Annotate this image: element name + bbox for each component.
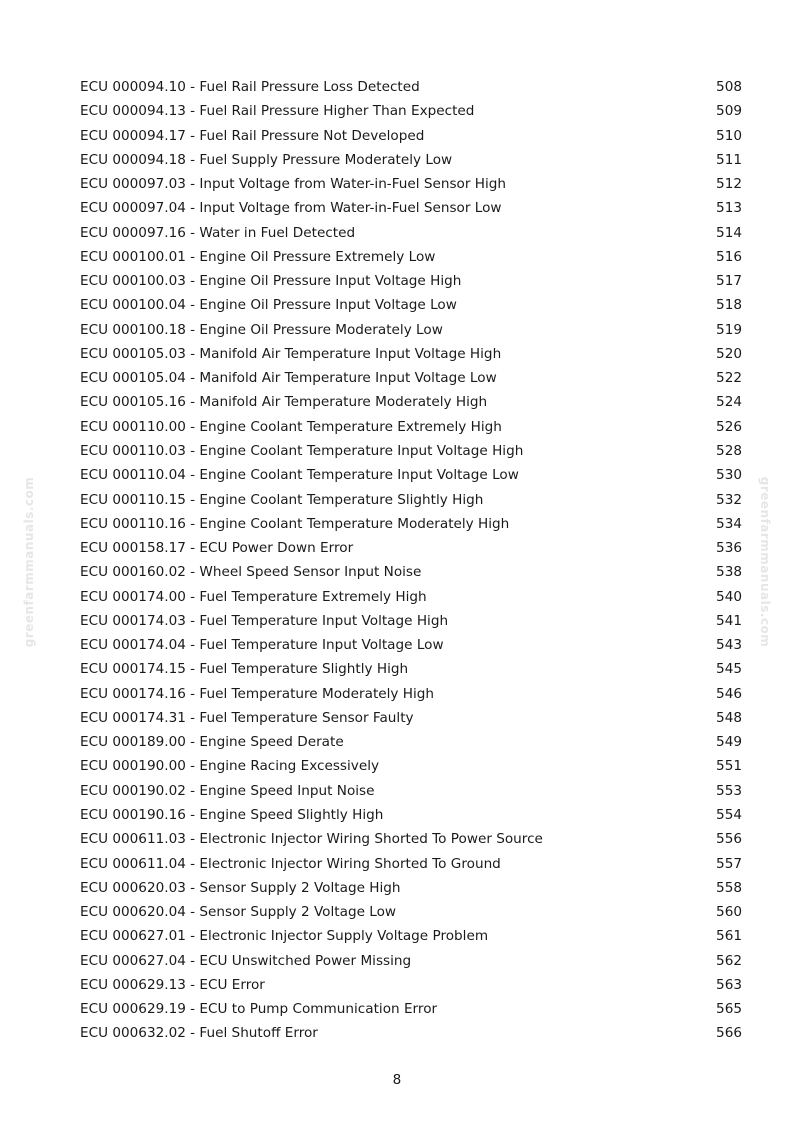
toc-entry[interactable] <box>80 657 742 681</box>
toc-entry[interactable] <box>80 172 742 196</box>
toc-entry-page: 543 <box>716 637 742 654</box>
toc-entry-title: ECU 000097.03 - Input Voltage from Water-in-Fuel Sensor High <box>80 176 507 193</box>
toc-entry-page: 538 <box>716 564 742 581</box>
toc-entry[interactable] <box>80 488 742 512</box>
toc-entry[interactable] <box>80 148 742 172</box>
toc-entry-title: ECU 000632.02 - Fuel Shutoff Error <box>80 1025 318 1042</box>
toc-entry[interactable] <box>80 924 742 948</box>
toc-entry-title: ECU 000110.15 - Engine Coolant Temperature Slightly High <box>80 491 484 508</box>
toc-entry-title: ECU 000629.19 - ECU to Pump Communication Error <box>80 1001 438 1018</box>
toc-entry-page: 517 <box>716 273 742 290</box>
toc-entry-page: 516 <box>716 248 742 265</box>
toc-entry-title: ECU 000627.04 - ECU Unswitched Power Missing <box>80 952 412 969</box>
toc-entry[interactable] <box>80 706 742 730</box>
toc-entry-page: 519 <box>716 321 742 338</box>
toc-entry-page: 508 <box>716 79 742 95</box>
toc-entry[interactable] <box>80 512 742 536</box>
toc-entry[interactable] <box>80 803 742 827</box>
toc-entry-page: 553 <box>716 782 742 799</box>
toc-entry[interactable] <box>80 560 742 584</box>
toc-entry-page: 551 <box>716 758 742 775</box>
toc-entry-title: ECU 000110.03 - Engine Coolant Temperature Input Voltage High <box>80 442 524 459</box>
toc-entry[interactable] <box>80 318 742 342</box>
toc-entry[interactable] <box>80 342 742 366</box>
toc-entry[interactable] <box>80 124 742 148</box>
toc-entry-page: 536 <box>716 540 742 557</box>
toc-entry-page: 540 <box>716 588 742 605</box>
toc-entry[interactable] <box>80 852 742 876</box>
toc-entry[interactable] <box>80 997 742 1021</box>
table-of-contents <box>80 75 742 1046</box>
toc-entry-page: 545 <box>716 661 742 678</box>
toc-entry-title: ECU 000611.04 - Electronic Injector Wiring Shorted To Ground <box>80 855 501 872</box>
toc-entry-title: ECU 000174.15 - Fuel Temperature Slightly High <box>80 661 409 678</box>
toc-entry[interactable] <box>80 463 742 487</box>
toc-entry[interactable] <box>80 609 742 633</box>
toc-entry-title: ECU 000105.03 - Manifold Air Temperature Input Voltage High <box>80 345 502 362</box>
toc-entry-title: ECU 000100.04 - Engine Oil Pressure Input Voltage Low <box>80 297 457 314</box>
toc-entry-page: 549 <box>716 734 742 751</box>
toc-entry[interactable] <box>80 536 742 560</box>
toc-entry-page: 530 <box>716 467 742 484</box>
toc-entry-page: 522 <box>716 370 742 387</box>
toc-entry-title: ECU 000189.00 - Engine Speed Derate <box>80 734 344 751</box>
toc-entry-title: ECU 000629.13 - ECU Error <box>80 976 265 993</box>
toc-entry-title: ECU 000105.04 - Manifold Air Temperature Input Voltage Low <box>80 370 497 387</box>
toc-entry-page: 513 <box>716 200 742 217</box>
watermark-left: greenfarmmanuals.com <box>22 476 36 648</box>
toc-entry[interactable] <box>80 949 742 973</box>
toc-entry-page: 566 <box>716 1025 742 1042</box>
toc-entry[interactable] <box>80 1021 742 1045</box>
toc-entry[interactable] <box>80 585 742 609</box>
toc-entry-title: ECU 000174.16 - Fuel Temperature Moderately High <box>80 685 435 702</box>
toc-entry-page: 563 <box>716 976 742 993</box>
toc-entry-page: 520 <box>716 345 742 362</box>
toc-entry-title: ECU 000174.00 - Fuel Temperature Extremely High <box>80 588 427 605</box>
toc-entry-title: ECU 000110.04 - Engine Coolant Temperature Input Voltage Low <box>80 467 519 484</box>
toc-entry-title: ECU 000105.16 - Manifold Air Temperature Moderately High <box>80 394 488 411</box>
toc-entry-title: ECU 000174.04 - Fuel Temperature Input Voltage Low <box>80 637 444 654</box>
toc-entry-title: ECU 000190.02 - Engine Speed Input Noise <box>80 782 375 799</box>
toc-entry[interactable] <box>80 900 742 924</box>
toc-entry-page: 510 <box>716 127 742 144</box>
toc-entry-title: ECU 000174.31 - Fuel Temperature Sensor Faulty <box>80 709 414 726</box>
toc-entry-page: 518 <box>716 297 742 314</box>
toc-entry-title: ECU 000097.16 - Water in Fuel Detected <box>80 224 356 241</box>
toc-entry-page: 534 <box>716 515 742 532</box>
toc-entry-page: 565 <box>716 1001 742 1018</box>
toc-entry[interactable] <box>80 269 742 293</box>
toc-entry[interactable] <box>80 99 742 123</box>
toc-entry-title: ECU 000094.13 - Fuel Rail Pressure Higher Than Expected <box>80 103 475 120</box>
toc-entry-page: 514 <box>716 224 742 241</box>
toc-entry-title: ECU 000620.03 - Sensor Supply 2 Voltage High <box>80 879 401 896</box>
toc-entry-page: 528 <box>716 442 742 459</box>
toc-entry-title: ECU 000100.03 - Engine Oil Pressure Input Voltage High <box>80 273 462 290</box>
toc-entry-page: 561 <box>716 928 742 945</box>
toc-entry[interactable] <box>80 973 742 997</box>
toc-entry-title: ECU 000158.17 - ECU Power Down Error <box>80 540 354 557</box>
toc-entry-title: ECU 000110.16 - Engine Coolant Temperature Moderately High <box>80 515 510 532</box>
toc-entry-page: 557 <box>716 855 742 872</box>
toc-entry-title: ECU 000100.01 - Engine Oil Pressure Extremely Low <box>80 248 436 265</box>
toc-entry[interactable] <box>80 876 742 900</box>
toc-entry-page: 560 <box>716 904 742 921</box>
toc-entry-title: ECU 000627.01 - Electronic Injector Supply Voltage Problem <box>80 928 489 945</box>
toc-entry[interactable] <box>80 633 742 657</box>
toc-entry-title: ECU 000174.03 - Fuel Temperature Input Voltage High <box>80 612 449 629</box>
toc-entry-page: 526 <box>716 418 742 435</box>
toc-entry[interactable] <box>80 366 742 390</box>
toc-entry[interactable] <box>80 221 742 245</box>
toc-entry[interactable] <box>80 415 742 439</box>
toc-entry[interactable] <box>80 390 742 414</box>
toc-entry-page: 532 <box>716 491 742 508</box>
toc-entry-title: ECU 000190.16 - Engine Speed Slightly High <box>80 806 384 823</box>
toc-entry-page: 562 <box>716 952 742 969</box>
toc-entry-title: ECU 000094.17 - Fuel Rail Pressure Not Developed <box>80 127 425 144</box>
toc-entry-page: 548 <box>716 709 742 726</box>
toc-entry[interactable] <box>80 75 742 99</box>
toc-entry-page: 556 <box>716 831 742 848</box>
toc-entry[interactable] <box>80 779 742 803</box>
toc-entry-page: 509 <box>716 103 742 120</box>
toc-entry-title: ECU 000620.04 - Sensor Supply 2 Voltage Low <box>80 904 397 921</box>
toc-entry[interactable] <box>80 293 742 317</box>
toc-entry-page: 546 <box>716 685 742 702</box>
toc-entry-page: 554 <box>716 806 742 823</box>
toc-entry-title: ECU 000190.00 - Engine Racing Excessively <box>80 758 380 775</box>
toc-entry[interactable] <box>80 827 742 851</box>
toc-entry-title: ECU 000094.18 - Fuel Supply Pressure Moderately Low <box>80 151 453 168</box>
toc-entry-page: 558 <box>716 879 742 896</box>
toc-entry[interactable] <box>80 439 742 463</box>
toc-entry-page: 511 <box>716 151 742 168</box>
toc-entry[interactable] <box>80 754 742 778</box>
toc-entry[interactable] <box>80 730 742 754</box>
toc-entry-title: ECU 000611.03 - Electronic Injector Wiring Shorted To Power Source <box>80 831 543 848</box>
toc-entry[interactable] <box>80 245 742 269</box>
watermark-right: greenfarmmanuals.com <box>758 476 772 648</box>
toc-entry[interactable] <box>80 682 742 706</box>
toc-entry-title: ECU 000160.02 - Wheel Speed Sensor Input Noise <box>80 564 422 581</box>
toc-entry-page: 512 <box>716 176 742 193</box>
toc-entry-title: ECU 000094.10 - Fuel Rail Pressure Loss Detected <box>80 79 420 95</box>
toc-entry-title: ECU 000110.00 - Engine Coolant Temperature Extremely High <box>80 418 502 435</box>
toc-entry-page: 541 <box>716 612 742 629</box>
toc-entry-title: ECU 000097.04 - Input Voltage from Water-in-Fuel Sensor Low <box>80 200 502 217</box>
toc-entry-page: 524 <box>716 394 742 411</box>
toc-entry[interactable] <box>80 196 742 220</box>
page-number: 8 <box>392 1072 402 1088</box>
toc-entry-title: ECU 000100.18 - Engine Oil Pressure Moderately Low <box>80 321 443 338</box>
